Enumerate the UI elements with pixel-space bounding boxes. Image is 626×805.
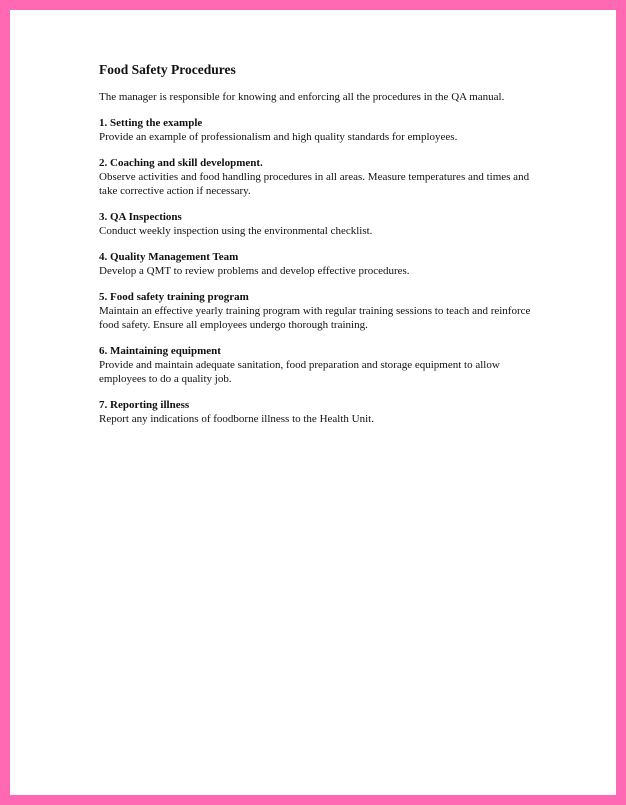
section-maintaining-equipment [99,344,539,386]
section-body: Maintain an effective yearly training program with regular training sessions to teach and reinforce food safety. Ensure all employees undergo thorough training. [99,305,531,331]
section-quality-management-team [99,250,539,278]
section-heading: 1. Setting the example [99,117,203,129]
section-body: Observe activities and food handling procedures in all areas. Measure temperatures and times and take corrective action if necessary. [99,171,530,197]
page-title: Food Safety Procedures [99,62,236,77]
intro-paragraph: The manager is responsible for knowing and enforcing all the procedures in the QA manual. [99,91,505,103]
section-body: Conduct weekly inspection using the environmental checklist. [99,225,373,237]
section-body: Provide and maintain adequate sanitation, food preparation and storage equipment to allow employees to do a quality job. [99,359,500,385]
section-heading: 2. Coaching and skill development. [99,157,263,169]
section-heading: 5. Food safety training program [99,291,249,303]
document-page [10,10,616,795]
document-content [99,62,539,438]
section-setting-example [99,116,539,144]
section-body: Develop a QMT to review problems and develop effective procedures. [99,265,410,277]
section-training-program [99,290,539,332]
section-coaching [99,156,539,198]
section-heading: 7. Reporting illness [99,399,190,411]
section-heading: 3. QA Inspections [99,211,182,223]
section-body: Report any indications of foodborne illness to the Health Unit. [99,413,374,425]
section-reporting-illness [99,398,539,426]
section-heading: 6. Maintaining equipment [99,345,221,357]
section-qa-inspections [99,210,539,238]
section-heading: 4. Quality Management Team [99,251,239,263]
section-body: Provide an example of professionalism and high quality standards for employees. [99,131,458,143]
